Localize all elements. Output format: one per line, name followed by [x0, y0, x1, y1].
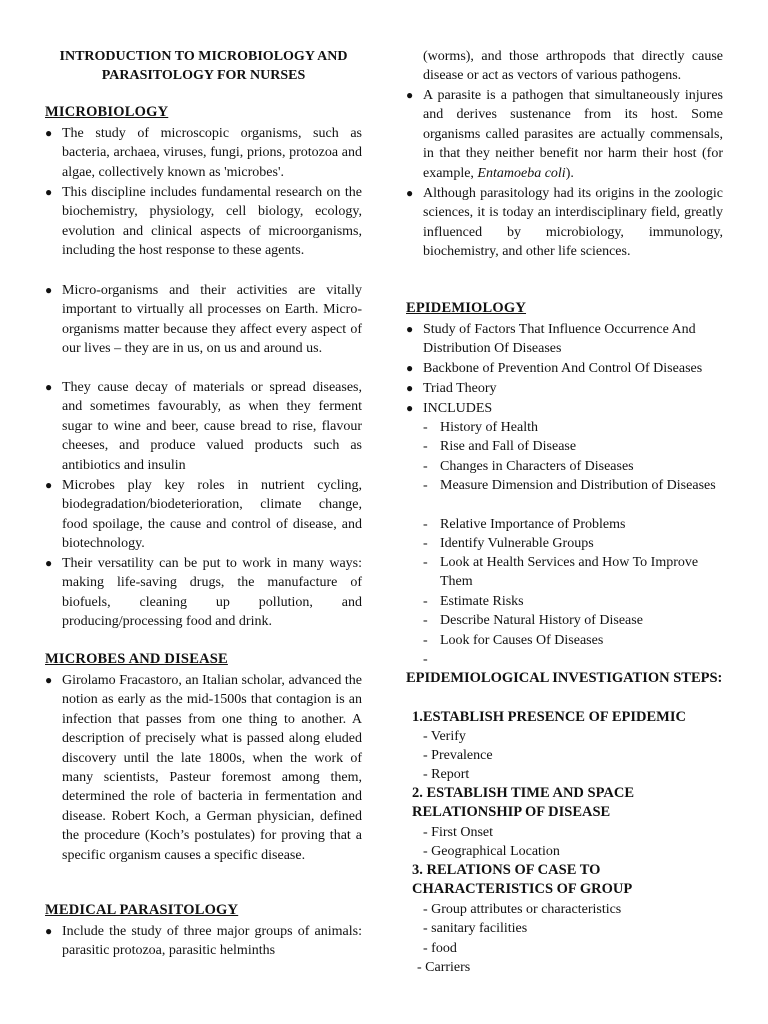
bullet-icon: ● — [406, 186, 414, 200]
includes-item: - Describe Natural History of Disease — [423, 613, 643, 628]
bullet-icon: ● — [45, 478, 53, 492]
bullet-icon: ● — [406, 361, 414, 375]
includes-item: - Identify Vulnerable Groups — [423, 536, 594, 551]
document-title: INTRODUCTION TO MICROBIOLOGY AND PARASITOLOGY FOR NURSES — [59, 49, 348, 83]
list-item: ● Triad Theory — [406, 379, 723, 398]
list-item: ● A parasite is a pathogen that simultaneously injures and derives sustenance from its host. Some organisms called parasites are actually commensals, in that they neither benefit nor harm their host (for example, Entamoeba coli). — [406, 88, 723, 181]
step-item: - sanitary facilities — [423, 921, 528, 936]
list-item: ● This discipline includes fundamental research on the biochemistry, physiology, cell biology, ecology, evolution and clinical aspects of microorganisms, including the host response to these agents. — [45, 185, 362, 259]
step-item: - Verify — [423, 729, 466, 744]
includes-item: - History of Health — [423, 420, 538, 435]
microbiology-heading: MICROBIOLOGY — [45, 104, 169, 120]
list-item: ● The study of microscopic organisms, such as bacteria, archaea, viruses, fungi, prions, protozoa and algae, collectively known as 'microbes'. — [45, 126, 362, 180]
bullet-icon: ● — [406, 88, 414, 102]
step-item: - Prevalence — [423, 748, 493, 763]
list-item: ● Although parasitology had its origins in the zoologic sciences, it is today an interdisciplinary field, greatly influenced by microbiology, immunology, biochemistry, and other life sciences. — [406, 186, 723, 260]
bullet-icon: ● — [45, 673, 53, 687]
microbes-disease-heading: MICROBES AND DISEASE — [45, 651, 228, 667]
includes-item: - Estimate Risks — [423, 594, 524, 609]
includes-item: - Look at Health Services and How To Improve Them — [423, 555, 699, 590]
includes-item: - Relative Importance of Problems — [423, 517, 626, 532]
document-page: INTRODUCTION TO MICROBIOLOGY AND PARASITOLOGY FOR NURSES MICROBIOLOGY ● The study of microscopic organisms, such as bacteria, archaea, viruses, fungi, prions, protozoa and algae, collectively known as 'microbes'. ● This discipline includes fundamental research on the biochemistry, physiology, cell biology, ecology, evolution and clinical aspects of microorganisms, including the host response to these agents. ● Micro-organisms and their activities are vitally important to virtually all processes on Earth. Micro-organisms matter because they affect every aspect of our lives – they are in us, on us and around us. ● They cause decay of materials or spread diseases, and sometimes favourably, as when they ferment sugar to wine and beer, cause bread to rise, flavour cheeses, and produce valued products such as antibiotics and insulin ● Microbes play key roles in nutrient cycling, biodegradation/biodeterioration, climate change, food spoilage, the cause and control of disease, and biotechnology. ● Their versatility can be put to work in many ways: making life-saving drugs, the manufacture of biofuels, cleaning up pollution, and producing/processing food and drink. MICROBES AND DISEASE ● Girolamo Fracastoro, an Italian scholar, advanced the notion as early as the mid-1500s that contagion is an infection that passes from one thing to another. A description of precisely what is passed along eluded discovery until the late 1800s, when the work of many scientists, Pasteur foremost among them, determined the role of bacteria in fermentation and disease. Robert Koch, a German physician, defined the procedure (Koch’s postulates) for proving that a specific organism causes a specific disease. MEDICAL PARASITOLOGY ● Include the study of three major groups of animals: parasitic protozoa, parasitic helminths (worms), and those arthropods that directly cause disease or act as vectors of various pathogens. ● A parasite is a pathogen that simultaneously injures and derives sustenance from its host. Some organisms called parasites are actually commensals, in that they neither benefit nor harm their host (for example, Entamoeba coli). ● Although parasitology had its origins in the zoologic sciences, it is today an interdisciplinary field, greatly influenced by microbiology, immunology, biochemistry, and other life sciences. EPIDEMIOLOGY ● Study of Factors That Influence Occurrence And Distribution Of Diseases ● Backbone of Prevention And Control Of Diseases ● Triad Theory ● INCLUDES - History of Health - Rise and Fall of Disease - Changes in Characters of Diseases - Measure Dimension and Distribution of Diseases - Relative Importance of Problems - Identify Vulnerable Groups - Look at Health Services and How To Improve Them - Estimate Risks - Describe Natural History of Disease - Look for Causes Of Diseases - EPIDEMIOLOGICAL INVESTIGATION STEPS: 1.ESTABLISH PRESENCE OF EPIDEMIC - Verify - Prevalence - Report 2. ESTABLISH TIME AND SPACE RELATIONSHIP OF DISEASE - First Onset - Geographical Location 3. RELATIONS OF CASE TO CHARACTERISTICS OF GROUP - Group attributes or characteristics - sanitary facilities - food - Carriers — [0, 0, 768, 1024]
step-item: - food — [423, 941, 457, 956]
medical-parasitology-heading: MEDICAL PARASITOLOGY — [45, 902, 239, 918]
bullet-icon: ● — [406, 322, 414, 336]
parasitology-bullet-1-part-2: (worms), and those arthropods that directly cause disease or act as vectors of various pathogens. — [423, 49, 723, 84]
list-item: ● Backbone of Prevention And Control Of Diseases — [406, 359, 723, 378]
bullet-icon: ● — [45, 185, 53, 199]
list-item: ● Micro-organisms and their activities are vitally important to virtually all processes on Earth. Micro-organisms matter because they affect every aspect of our lives – they are in us, on us and around us. — [45, 283, 362, 357]
list-item — [45, 922, 362, 961]
step-title: 2. ESTABLISH TIME AND SPACE RELATIONSHIP OF DISEASE — [412, 785, 634, 820]
step-item: - Geographical Location — [423, 844, 560, 859]
list-item: ● Study of Factors That Influence Occurrence And Distribution Of Diseases — [406, 322, 696, 357]
step-title: 3. RELATIONS OF CASE TO CHARACTERISTICS OF GROUP — [412, 862, 633, 897]
bullet-icon: ● — [45, 556, 53, 570]
includes-item: - Changes in Characters of Diseases — [423, 459, 634, 474]
includes-item: - Look for Causes Of Diseases — [423, 633, 604, 648]
step-item: - Carriers — [417, 960, 471, 975]
list-item: ● Their versatility can be put to work in many ways: making life-saving drugs, the manufacture of biofuels, cleaning up pollution, and producing/processing food and drink. — [45, 556, 362, 630]
bullet-icon: ● — [406, 401, 414, 415]
bullet-icon: ● — [406, 381, 414, 395]
list-item — [406, 47, 723, 86]
list-item: ● INCLUDES — [406, 399, 723, 418]
bullet-icon: ● — [45, 126, 53, 140]
parasitology-bullet-1-part-1: Include the study of three major groups of animals: parasitic protozoa, parasitic helminths — [62, 924, 362, 959]
epidemiology-heading: EPIDEMIOLOGY — [406, 300, 527, 316]
list-item: ● Microbes play key roles in nutrient cycling, biodegradation/biodeterioration, climate change, food spoilage, the cause and control of disease, and biotechnology. — [45, 478, 362, 552]
includes-item: - Measure Dimension and Distribution of Diseases — [423, 478, 716, 493]
step-title: 1.ESTABLISH PRESENCE OF EPIDEMIC — [412, 709, 686, 725]
investigation-heading: EPIDEMIOLOGICAL INVESTIGATION STEPS: — [406, 670, 723, 686]
list-item: ● They cause decay of materials or spread diseases, and sometimes favourably, as when they ferment sugar to wine and beer, cause bread to rise, flavour cheeses, and produce valued products such as antibiotics and insulin — [45, 380, 362, 473]
list-item: ● Girolamo Fracastoro, an Italian scholar, advanced the notion as early as the mid-1500s that contagion is an infection that passes from one thing to another. A description of precisely what is passed along eluded discovery until the late 1800s, when the work of many scientists, Pasteur foremost among them, determined the role of bacteria in fermentation and disease. Robert Koch, a German physician, defined the procedure (Koch’s postulates) for proving that a specific organism causes a specific disease. — [45, 673, 362, 863]
step-item: - Report — [423, 767, 470, 782]
step-item: - Group attributes or characteristics — [423, 902, 622, 917]
bullet-icon: ● — [45, 924, 53, 938]
includes-item: - Rise and Fall of Disease — [423, 439, 577, 454]
bullet-icon: ● — [45, 380, 53, 394]
step-item: - First Onset — [423, 825, 493, 840]
bullet-icon: ● — [45, 283, 53, 297]
